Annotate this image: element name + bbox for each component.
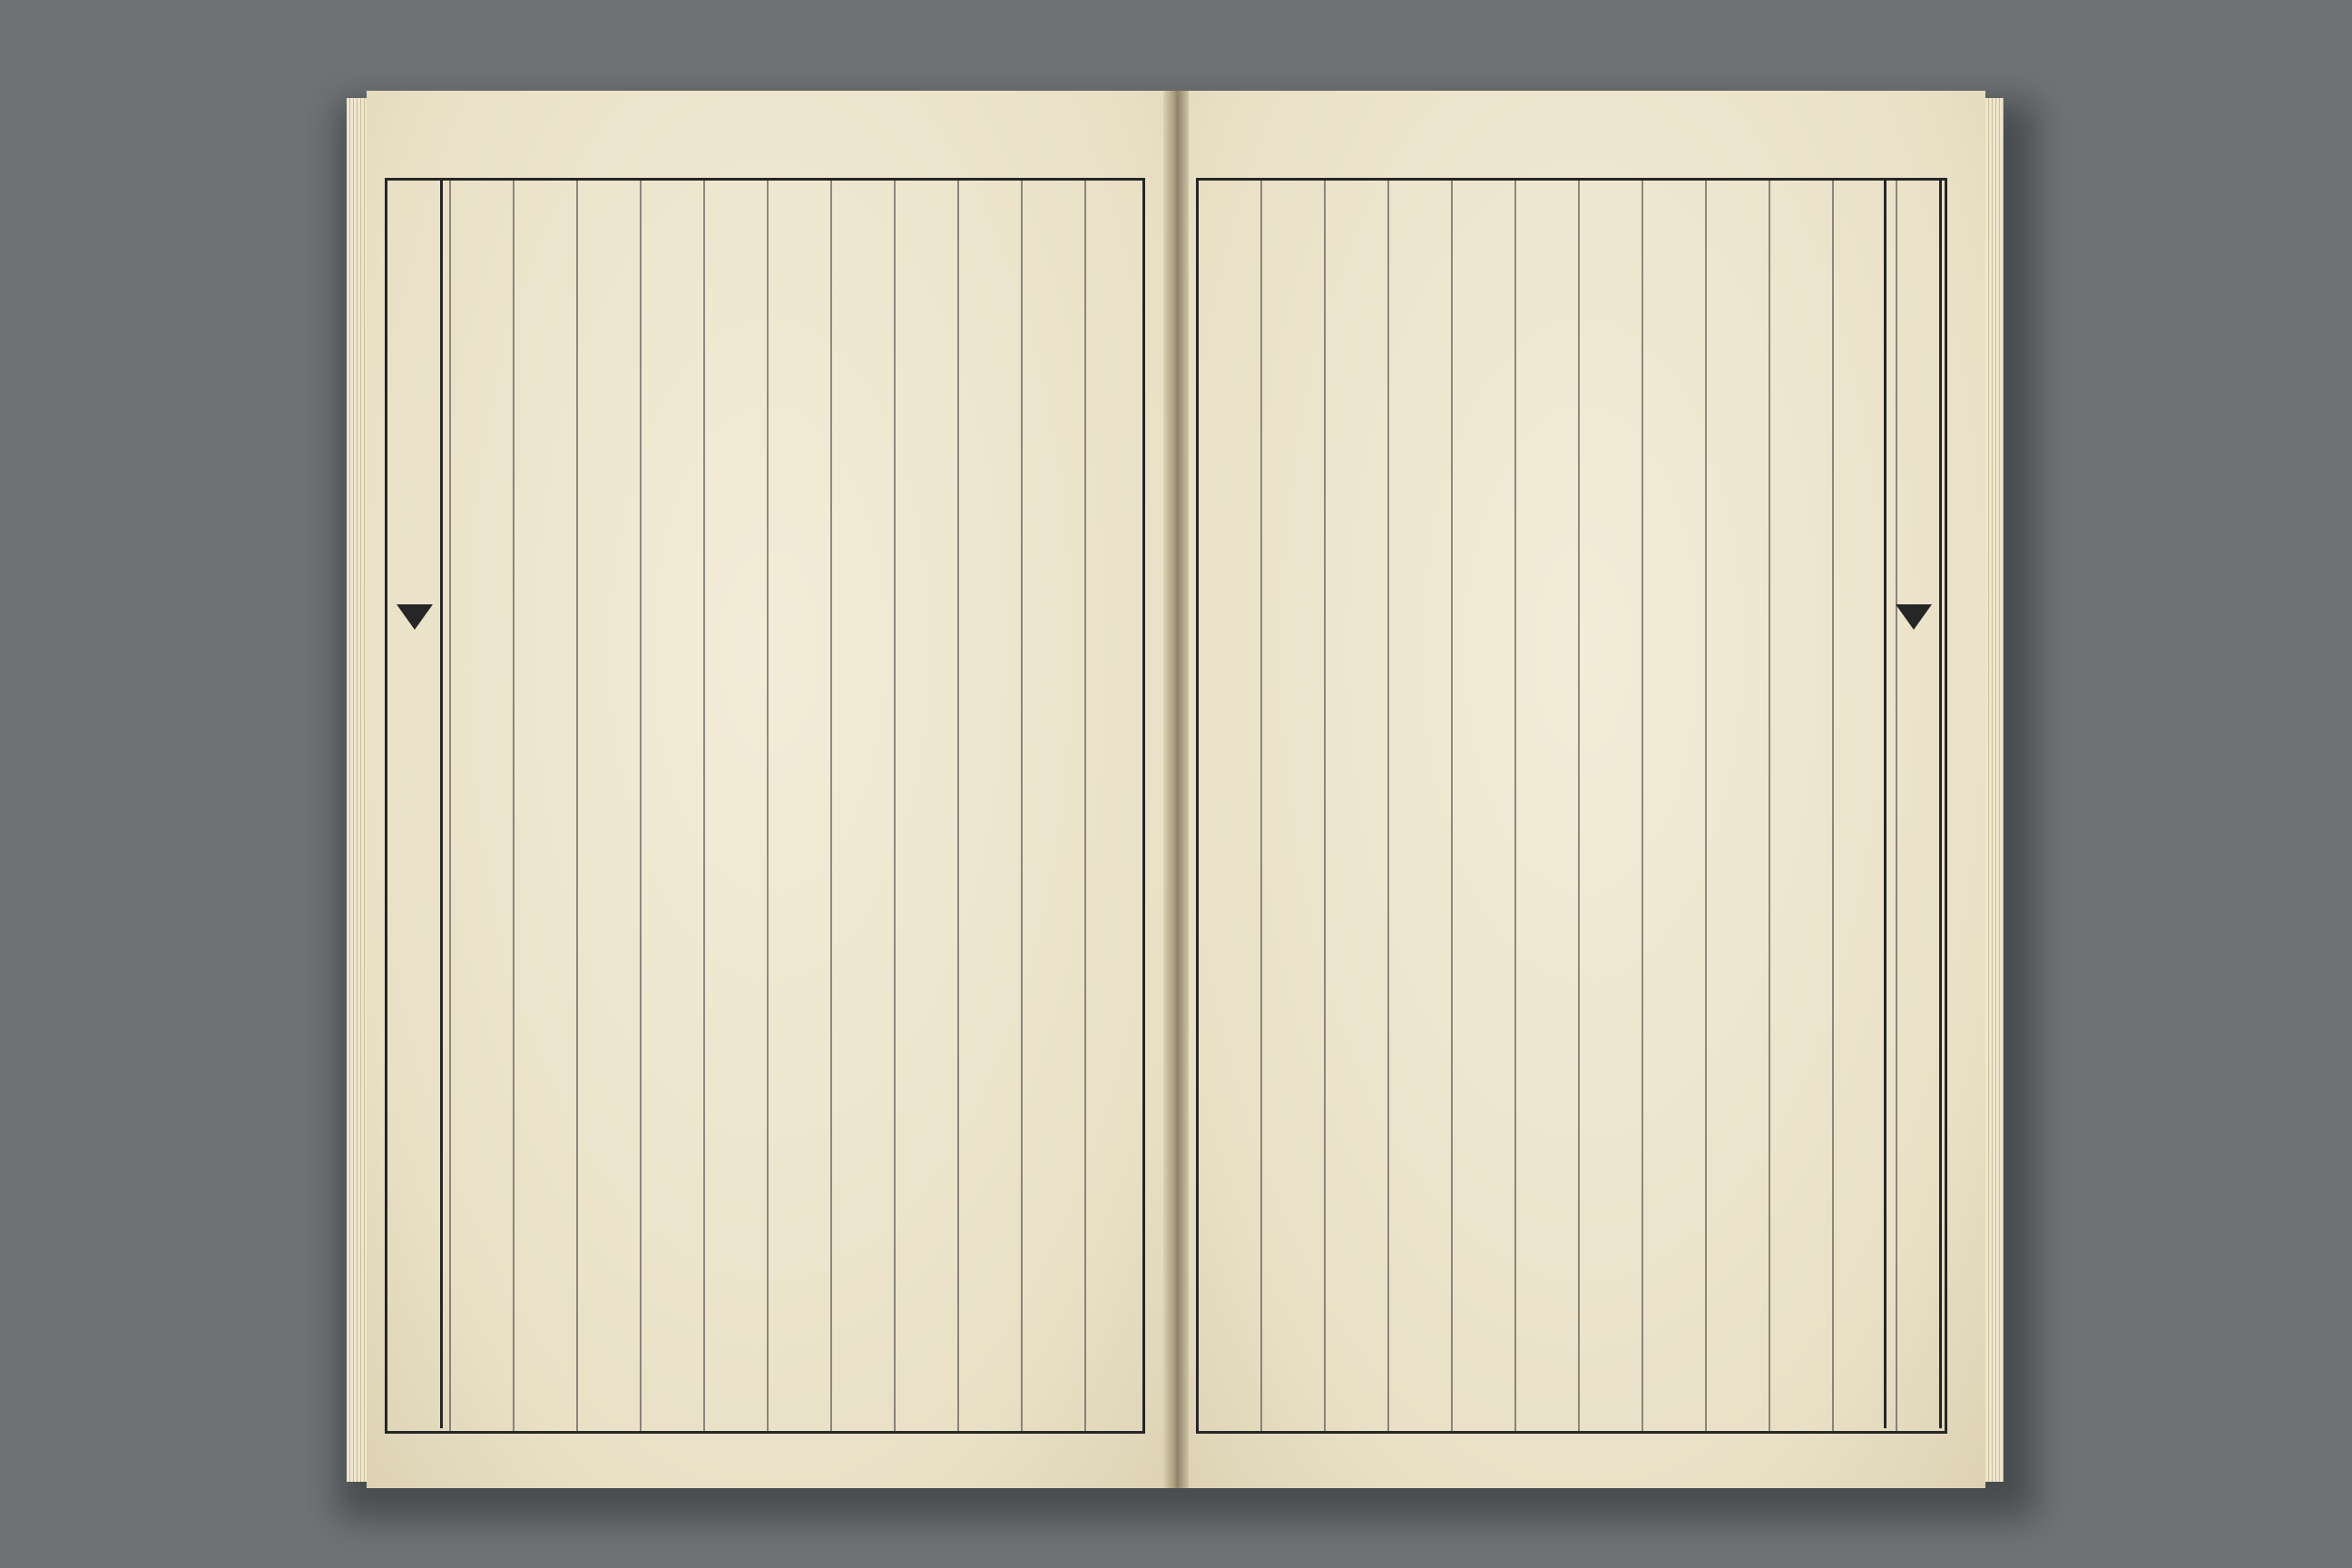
- left-page-border: [385, 178, 1145, 1434]
- fishtail-mark: [397, 604, 433, 630]
- left-center-column: [385, 178, 443, 1428]
- fishtail-mark: [1896, 604, 1932, 630]
- right-column-rules: [1199, 181, 1945, 1431]
- right-center-column: [1884, 178, 1942, 1428]
- right-page-border: [1196, 178, 1947, 1434]
- left-column-rules: [387, 181, 1142, 1431]
- book-gutter: [1163, 91, 1189, 1488]
